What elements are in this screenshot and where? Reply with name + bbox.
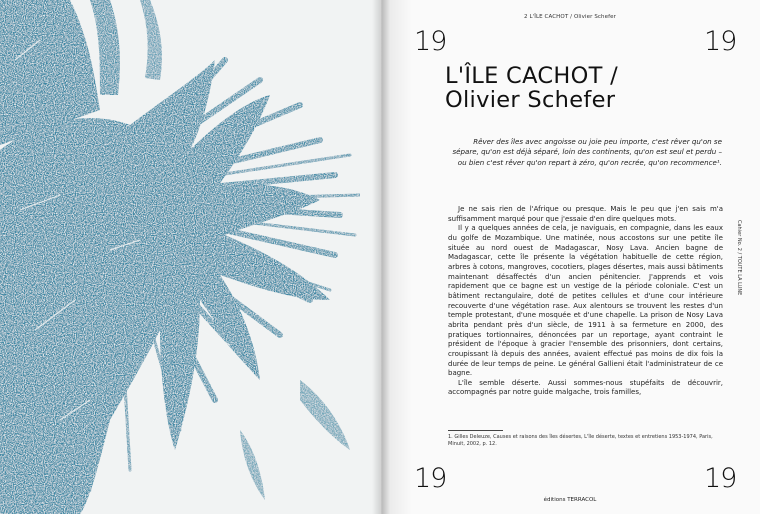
article-title (445, 64, 695, 112)
article-title-line1: L'ÎLE CACHOT / (445, 63, 618, 89)
body-text (448, 205, 723, 398)
footnote: 1. Gilles Deleuze, Causes et raisons des îles désertes, L'île déserte, textes et entretiens 1953-1974, Paris, Minuit, 2002, p. 12. (448, 434, 713, 447)
article-author: Olivier Schefer (445, 87, 616, 113)
vertical-side-note: Cahier No. 2 / TOUTE LA LUNE (736, 220, 742, 296)
footnote-rule (448, 430, 503, 431)
epigraph: Rêver des îles avec angoisse ou joie peu importe, c'est rêver qu'on se sépare, qu'on est déjà séparé, loin des continents, qu'on est seul et perdu – ou bien c'est rêver qu'on repart à zéro, qu'on recrée, qu'on recommence¹. (452, 137, 722, 167)
folio-top-left: 19 (414, 26, 447, 57)
paragraph: Je ne sais rien de l'Afrique ou presque. Mais le peu que j'en sais m'a suffisamment marqué pour que j'essaie d'en dire quelques mots. (448, 205, 723, 223)
paragraph: L'île semble déserte. Aussi sommes-nous stupéfaits de découvrir, accompagnés par notre guide malgache, trois familles, (448, 378, 723, 397)
folio-top-right: 19 (704, 26, 737, 57)
folio-bottom-right: 19 (704, 463, 737, 494)
running-head: 2 L'ÎLE CACHOT / Olivier Schefer (524, 14, 616, 20)
publisher-imprint: éditions TERRACOL (543, 497, 597, 503)
folio-bottom-left: 19 (414, 463, 447, 494)
paragraph: Il y a quelques années de cela, je naviguais, en compagnie, dans les eaux du golfe de Mozambique. Une matinée, nous accostons sur une petite île située au nord ouest de Madagascar, Nosy Lava. Ancien bagne de Madagascar, cette île présente la végétation habituelle de cette région, arbres à cotons, mangroves, cocotiers, plages désertes, mais aussi bâtiments maintenant désaffectés d'un ancien pénitencier. J'apprends et vois rapidement que ce bagne est un vestige de la période coloniale. C'est un bâtiment rectangulaire, doté de petites cellules et d'une cour intérieure recouverte d'une végétation rase. Aux alentours se trouvent les restes d'un temple protestant, d'une mosquée et d'une chapelle. La prison de Nosy Lava abrita pendant près d'un siècle, de 1911 à sa fermeture en 2000, des pratiques tortionnaires, dénoncées par un reportage, ayant contraint le président de l'époque à gracier l'ensemble des prisonniers, dont certains, croupissant là depuis des années, avaient effectué pas moins de dix fois la durée de leur temps de peine. Le général Gallieni était l'administrateur de ce bagne. (448, 224, 723, 378)
